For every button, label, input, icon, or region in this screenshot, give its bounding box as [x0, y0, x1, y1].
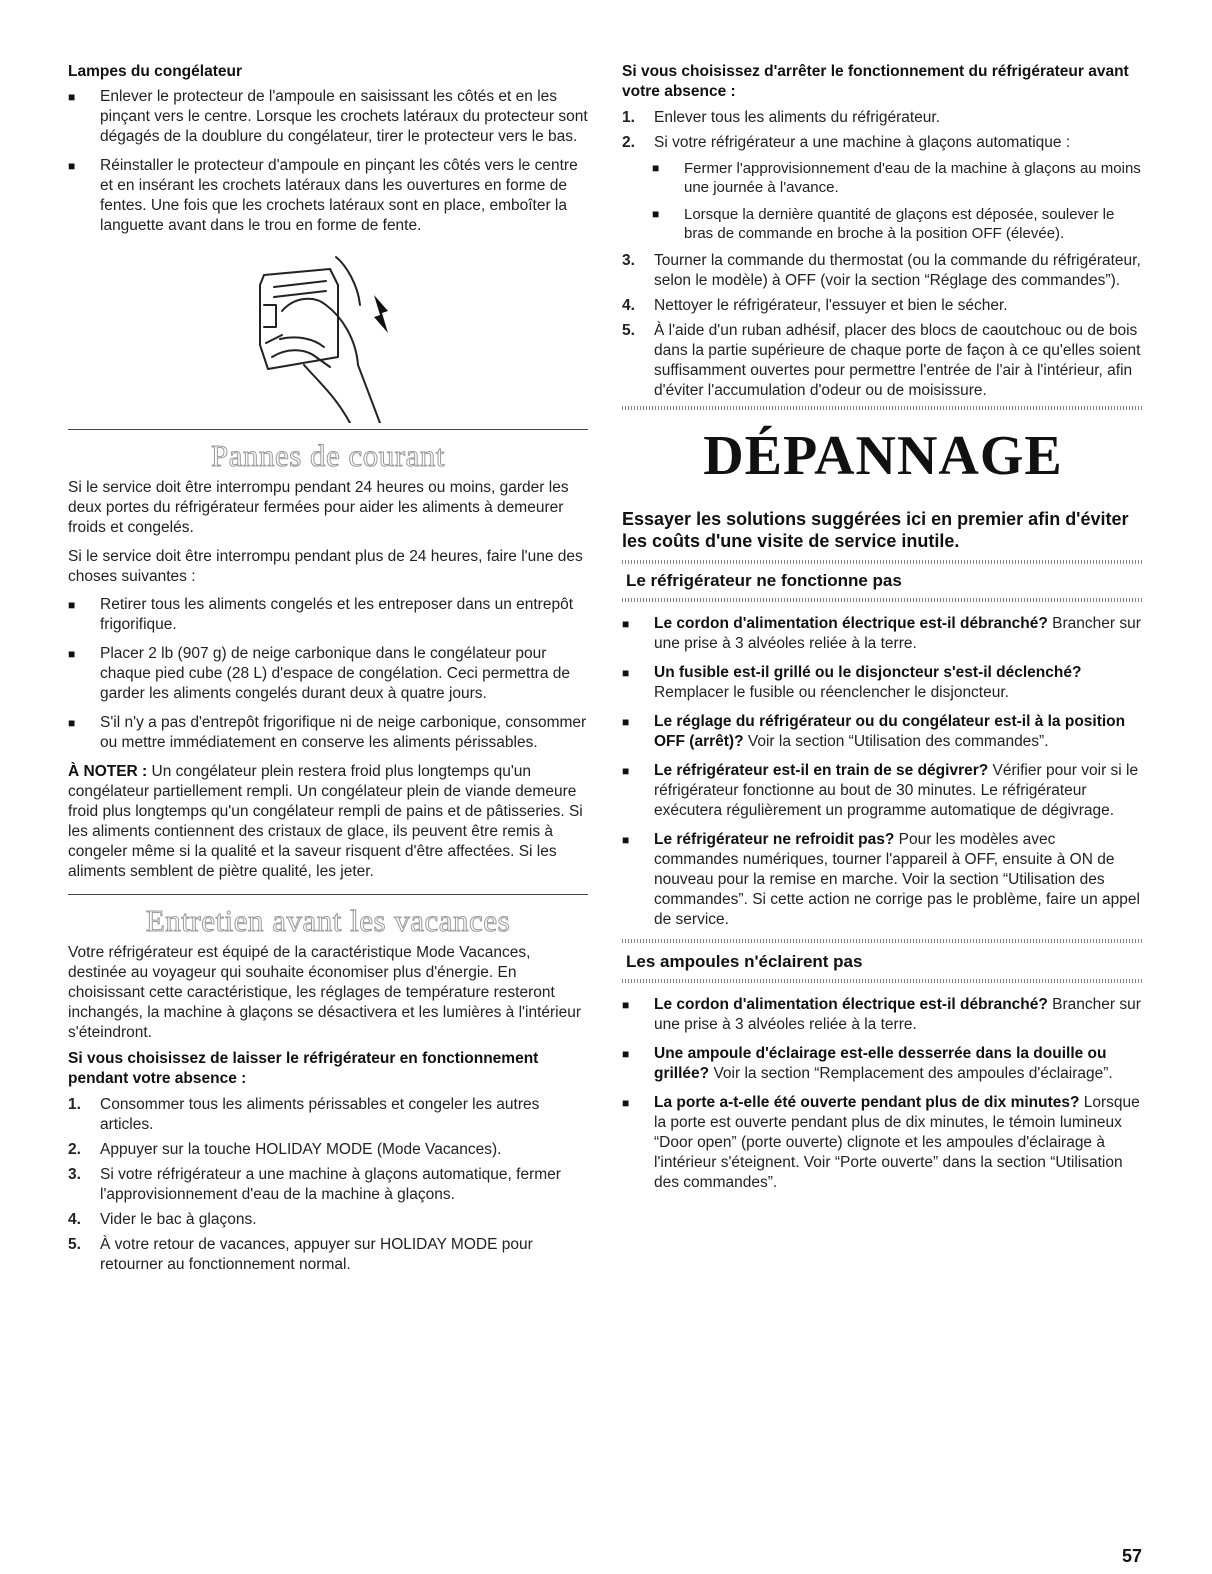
list-item: ■ Le cordon d'alimentation électrique est-il débranché? Brancher sur une prise à 3 alvéoles reliée à la terre. [622, 995, 1144, 1035]
power-outage-heading: Pannes de courant [210, 438, 446, 473]
list-item: ■ Un fusible est-il grillé ou le disjoncteur s'est-il déclenché? Remplacer le fusible ou réenclencher le disjoncteur. [622, 663, 1144, 703]
list-item: ■ Le réglage du réfrigérateur ou du congélateur est-il à la position OFF (arrêt)? Voir la section “Utilisation des commandes”. [622, 712, 1144, 752]
list-item: ■ Lorsque la dernière quantité de glaçons est déposée, soulever le bras de commande en broche à la position OFF (élevée). [652, 205, 1144, 243]
list-item: ■ Le réfrigérateur ne refroidit pas? Pour les modèles avec commandes numériques, tourner l'appareil à OFF, ensuite à ON de nouveau pour la remise en marche. Voir la section “Utilisation des commandes”. Si cette action ne corrige pas le problème, faire un appel de service. [622, 830, 1144, 930]
section-divider [622, 979, 1144, 983]
list-item: 5. À votre retour de vacances, appuyer sur HOLIDAY MODE pour retourner au fonctionnement normal. [68, 1236, 533, 1273]
lamps-not-lit-list [622, 995, 1144, 1193]
list-item: ■ Retirer tous les aliments congelés et les entreposer dans un entrepôt frigorifique. [68, 595, 588, 635]
lamps-not-lit-heading: Les ampoules n'éclairent pas [626, 952, 863, 971]
page-number: 57 [1122, 1546, 1143, 1566]
freezer-lamps-list [68, 87, 588, 236]
stop-heading: Si vous choisissez d'arrêter le fonctionnement du réfrigérateur avant votre absence : [622, 63, 1129, 100]
list-item: ■ Placer 2 lb (907 g) de neige carbonique dans le congélateur pour chaque pied cube (28 L) d'espace de congélation. Ceci permettra de garder les aliments congelés durant deux à quatre jours. [68, 644, 588, 704]
list-item: ■ Le réfrigérateur est-il en train de se dégivrer? Vérifier pour voir si le réfrigérateur fonctionne au bout de 30 minutes. Le réfrigérateur exécutera régulièrement un programme automatique de dégivrage. [622, 761, 1144, 821]
list-item: ■ Une ampoule d'éclairage est-elle desserrée dans la douille ou grillée? Voir la section “Remplacement des ampoules d'éclairage”. [622, 1044, 1144, 1084]
power-outage-note [68, 762, 588, 882]
lamp-cover-illustration [68, 245, 588, 423]
section-divider [622, 560, 1144, 564]
note-label: À NOTER : [68, 763, 148, 780]
not-working-heading: Le réfrigérateur ne fonctionne pas [626, 571, 902, 590]
list-item: 1. Enlever tous les aliments du réfrigérateur. [622, 109, 941, 126]
troubleshooting-lead: Essayer les solutions suggérées ici en premier afin d'éviter les coûts d'une visite de service inutile. [622, 509, 1129, 551]
list-item: ■ La porte a-t-elle été ouverte pendant plus de dix minutes? Lorsque la porte est ouverte pendant plus de dix minutes, le témoin lumineux “Door open” (porte ouverte) clignote et les ampoules d'éclairage à l'intérieur s'éteignent. Voir “Porte ouverte” dans la section “Utilisation des commandes”. [622, 1093, 1144, 1193]
list-item: 5. À l'aide d'un ruban adhésif, placer des blocs de caoutchouc ou de bois dans la partie supérieure de chaque porte de façon à ce qu'elles soient suffisamment ouvertes pour permettre l'entrée de l'air à l'intérieur, afin d'éviter l'accumulation d'odeur ou de moisissure. [622, 322, 1141, 399]
list-item: 3. Tourner la commande du thermostat (ou la commande du réfrigérateur, selon le modèle) à OFF (voir la section “Réglage des commandes”). [622, 252, 1141, 289]
hand-removing-lamp-cover-icon [68, 245, 588, 423]
freezer-lamps-heading: Lampes du congélateur [68, 63, 242, 80]
section-rule [68, 894, 588, 895]
list-item: ■ S'il n'y a pas d'entrepôt frigorifique ni de neige carbonique, consommer ou mettre immédiatement en conserve les aliments périssables. [68, 713, 588, 753]
power-outage-paragraph-1: Si le service doit être interrompu pendant 24 heures ou moins, garder les deux portes du réfrigérateur fermées pour aider les aliments à demeurer froids et congelés. [68, 479, 569, 536]
right-column [622, 62, 1144, 1202]
list-item: ■ Le cordon d'alimentation électrique est-il débranché? Brancher sur une prise à 3 alvéoles reliée à la terre. [622, 614, 1144, 654]
list-item: 1. Consommer tous les aliments périssables et congeler les autres articles. [68, 1096, 540, 1133]
vacation-steps [68, 1095, 588, 1275]
list-item: 4. Vider le bac à glaçons. [68, 1211, 257, 1228]
ice-maker-sublist [652, 159, 1144, 243]
list-item: ■ Fermer l'approvisionnement d'eau de la machine à glaçons au moins une journée à l'avance. [652, 159, 1144, 197]
power-outage-paragraph-2: Si le service doit être interrompu pendant plus de 24 heures, faire l'une des choses suivantes : [68, 548, 583, 585]
list-item: ■ Réinstaller le protecteur d'ampoule en pinçant les côtés vers le centre et en insérant les crochets latéraux dans les ouvertures en forme de fentes. Une fois que les crochets latéraux sont en place, emboîter la languette avant dans le trou en forme de fente. [68, 156, 588, 236]
section-divider [622, 406, 1144, 410]
left-column [68, 62, 588, 1280]
list-item: 2. Appuyer sur la touche HOLIDAY MODE (Mode Vacances). [68, 1141, 502, 1158]
keep-on-heading: Si vous choisissez de laisser le réfrigérateur en fonctionnement pendant votre absence : [68, 1050, 539, 1087]
list-item: ■ Enlever le protecteur de l'ampoule en saisissant les côtés et en les pinçant vers le centre. Lorsque les crochets latéraux du protecteur sont dégagés de la doublure du congélateur, tirer le protecteur vers le bas. [68, 87, 588, 147]
list-item: 2. Si votre réfrigérateur a une machine à glaçons automatique : ■ Fermer l'approvisionnement d'eau de la machine à glaçons au moins une journée à l'avance. ■ Lorsque la dernière quantité de glaçons est déposée, soulever le bras de commande en broche à la position OFF (élevée). [622, 133, 1144, 243]
vacation-intro: Votre réfrigérateur est équipé de la caractéristique Mode Vacances, destinée au voyageur qui souhaite économiser plus d'énergie. En choisissant cette caractéristique, les réglages de température resteront inchangés, la machine à glaçons se désactivera et les lumières à l'intérieur s'éteindront. [68, 944, 582, 1041]
section-divider [622, 598, 1144, 602]
list-item: 3. Si votre réfrigérateur a une machine à glaçons automatique, fermer l'approvisionnement d'eau de la machine à glaçons. [68, 1166, 561, 1203]
power-outage-list [68, 595, 588, 753]
section-divider [622, 939, 1144, 943]
list-item: 4. Nettoyer le réfrigérateur, l'essuyer et bien le sécher. [622, 297, 1008, 314]
stop-steps [622, 108, 1144, 401]
troubleshooting-title: DÉPANNAGE [703, 425, 1063, 487]
note-text: Un congélateur plein restera froid plus longtemps qu'un congélateur partiellement rempli. Un congélateur plein de viande demeure froid plus longtemps qu'un congélateur rempli de pains et de pâtisseries. Si les aliments contiennent des cristaux de glace, ils peuvent être remis à congeler même si la qualité et la saveur risquent d'être affectées. Si les aliments semblent de piètre qualité, les jeter. [68, 763, 583, 880]
vacation-heading: Entretien avant les vacances [145, 903, 511, 938]
not-working-list [622, 614, 1144, 930]
section-rule [68, 429, 588, 430]
